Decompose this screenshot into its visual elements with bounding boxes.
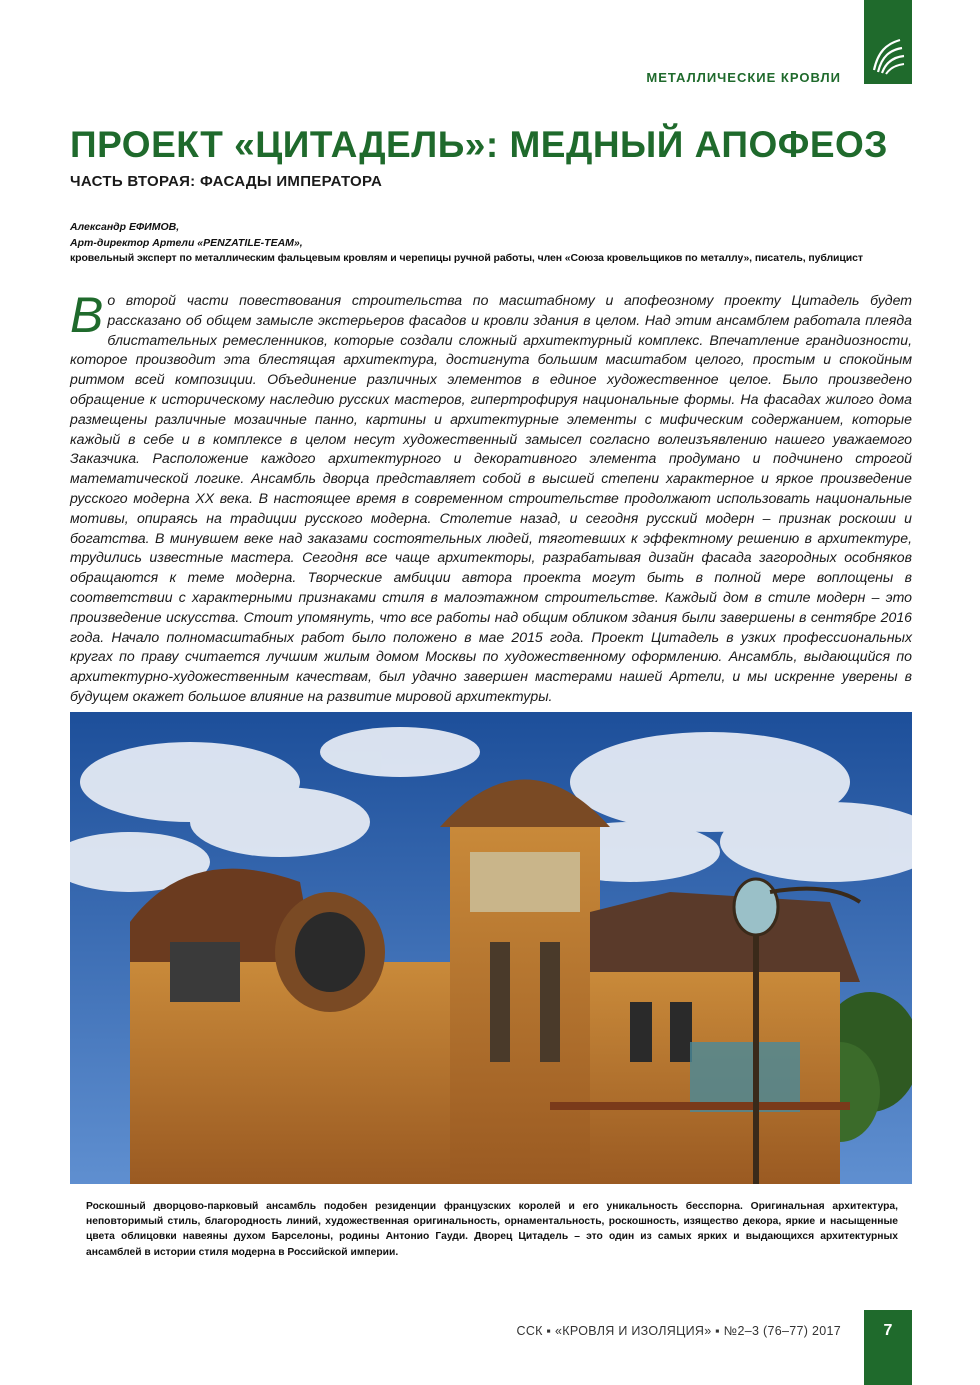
author-bio: кровельный эксперт по металлическим фальцевым кровлям и черепицы ручной работы, член «Союза кровельщиков по металлу», писатель, публицист: [70, 252, 863, 264]
journal-logo: [864, 0, 912, 84]
author-role: Арт-директор Артели «PENZATILE-TEAM»,: [70, 236, 303, 249]
photo-caption: Роскошный дворцово-парковый ансамбль подобен резиденции французских королей и его уникальность бесспорна. Оригинальная архитектура, неповторимый стиль, благородность линий, художественная оригинальность, орнаментальность, роскошность, изящество декора, яркие и насыщенные цвета облицовки навеяны духом Барселоны, родины Антонио Гауди. Дворец Цитадель – это один из самых ярких и выдающихся архитектурных ансамблей в истории стиля модерна в Российской империи.: [86, 1201, 898, 1258]
author-name: Александр ЕФИМОВ,: [70, 221, 180, 233]
article-body: [70, 287, 912, 707]
palace-photo-illustration: [70, 712, 912, 1184]
section-label: МЕТАЛЛИЧЕСКИЕ КРОВЛИ: [646, 70, 841, 85]
palace-photo: [70, 712, 912, 1184]
article-subtitle: ЧАСТЬ ВТОРАЯ: ФАСАДЫ ИМПЕРАТОРА: [70, 173, 383, 190]
article-body-text: о второй части повествования строительства по масштабному и апофеозному проекту Цитадель будет рассказано об общем замысле экстерьеров фасадов и кровли здания в целом. Над этим ансамблем работала плеяда блистательных ремесленников, которые создали сложный архитектурный комплекс. Впечатление грандиозности, которое производит эта блестящая архитектура, достигнута большим масштабом целого, простым и спокойным ритмом всей композиции. Объединение различных элементов в единое художественное целое. Было произведено обращение к историческому наследию русских мастеров, гипертрофируя национальные формы. На фасадах жилого дома размещены различные мозаичные панно, картины и архитектурные элементы с мифическим содержанием, которые каждый в себе и в комплексе в целом несут художественный замысел согласно волеизъявлению нашего уважаемого Заказчика. Расположение каждого архитектурного и декоративного элемента продумано и подчинено строгой математической логике. Ансамбль дворца представляет собой в высшей степени характерное и яркое произведение русского модерна XX века. В настоящее время в современном строительстве продолжают использовать национальные мотивы, опираясь на традиции русского модерна. Столетие назад, и сегодня русский модерн – признак роскоши и богатства. В минувшем веке над заказами состоятельных людей, тяготевших к эффектному решению в архитектуре, трудились известные мастера. Сегодня все чаще архитекторы, разрабатывая дизайн фасада загородных особняков обращаются к теме модерна. Творческие амбиции автора проекта могут быть в полной мере воплощены в соответствии с характерными признаками стиля в малоэтажном строительстве. Каждый дом в стиле модерн – это произведение искусства. Стоит упомянуть, что все работы над общим обликом здания были завершены в сентябре 2016 года. Начало полномасштабных работ было положено в мае 2015 года. Проект Цитадель в узких профессиональных кругах по праву считается лучшим жилым домом Москвы по художественному оформлению. Ансамбль, выдающийся по архитектурно-художественным качествам, был удачно завершен мастерами нашей Артели, и мы искренне уверены в будущем окажет большое влияние на развитие мировой архитектуры.: [70, 292, 912, 704]
leaf-swoosh-logo-icon: [864, 0, 912, 84]
page-number: 7: [883, 1322, 893, 1339]
journal-footer: ССК ▪ «КРОВЛЯ И ИЗОЛЯЦИЯ» ▪ №2–3 (76–77) 2017: [516, 1324, 841, 1338]
page-number-tab: [864, 1310, 912, 1385]
author-block: [70, 220, 930, 267]
article-title: ПРОЕКТ «ЦИТАДЕЛЬ»: МЕДНЫЙ АПОФЕОЗ: [70, 124, 888, 165]
drop-cap: В: [70, 287, 104, 343]
